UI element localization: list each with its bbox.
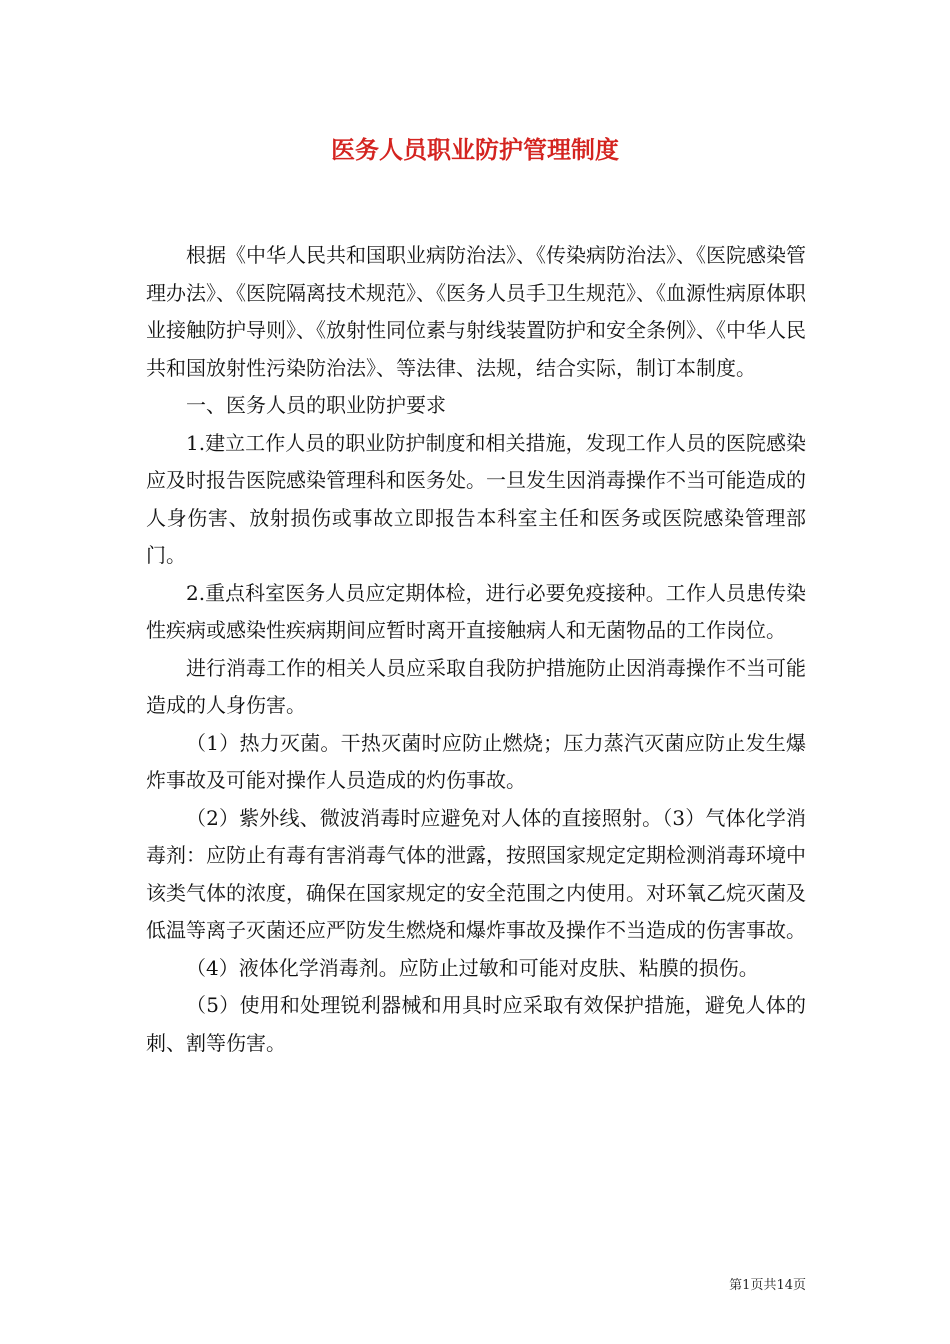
paragraph-sharps: （5）使用和处理锐利器械和用具时应采取有效保护措施，避免人体的刺、割等伤害。 (146, 993, 806, 1055)
paragraph-item-1: 1.建立工作人员的职业防护制度和相关措施，发现工作人员的医院感染应及时报告医院感染管理科和医务处。一旦发生因消毒操作不当可能造成的人身伤害、放射损伤或事故立即报告本科室主任和医务或医院感染管理部门。 (146, 430, 806, 567)
document-title: 医务人员职业防护管理制度 (331, 135, 619, 164)
section-heading: 一、医务人员的职业防护要求 (186, 393, 446, 417)
document-body (146, 237, 806, 1062)
paragraph-intro: 根据《中华人民共和国职业病防治法》、《传染病防治法》、《医院感染管理办法》、《医院隔离技术规范》、《医务人员手卫生规范》、《血源性病原体职业接触防护导则》、《放射性同位素与射线装置防护和安全条例》、《中华人民共和国放射性污染防治法》、等法律、法规，结合实际，制订本制度。 (146, 243, 806, 380)
paragraph-disinfection: 进行消毒工作的相关人员应采取自我防护措施防止因消毒操作不当可能造成的人身伤害。 (146, 655, 806, 717)
page-number: 第1页共14页 (729, 1278, 806, 1293)
paragraph-item-2: 2.重点科室医务人员应定期体检，进行必要免疫接种。工作人员患传染性疾病或感染性疾病期间应暂时离开直接触病人和无菌物品的工作岗位。 (146, 580, 806, 642)
paragraph-heat-sterilization: （1）热力灭菌。干热灭菌时应防止燃烧；压力蒸汽灭菌应防止发生爆炸事故及可能对操作人员造成的灼伤事故。 (146, 730, 806, 792)
paragraph-liquid-disinfectant: （4）液体化学消毒剂。应防止过敏和可能对皮肤、粘膜的损伤。 (186, 955, 759, 980)
paragraph-uv-gas: （2）紫外线、微波消毒时应避免对人体的直接照射。（3）气体化学消毒剂：应防止有毒有害消毒气体的泄露，按照国家规定定期检测消毒环境中该类气体的浓度，确保在国家规定的安全范围之内使用。对环氧乙烷灭菌及低温等离子灭菌还应严防发生燃烧和爆炸事故及操作不当造成的伤害事故。 (146, 805, 806, 942)
